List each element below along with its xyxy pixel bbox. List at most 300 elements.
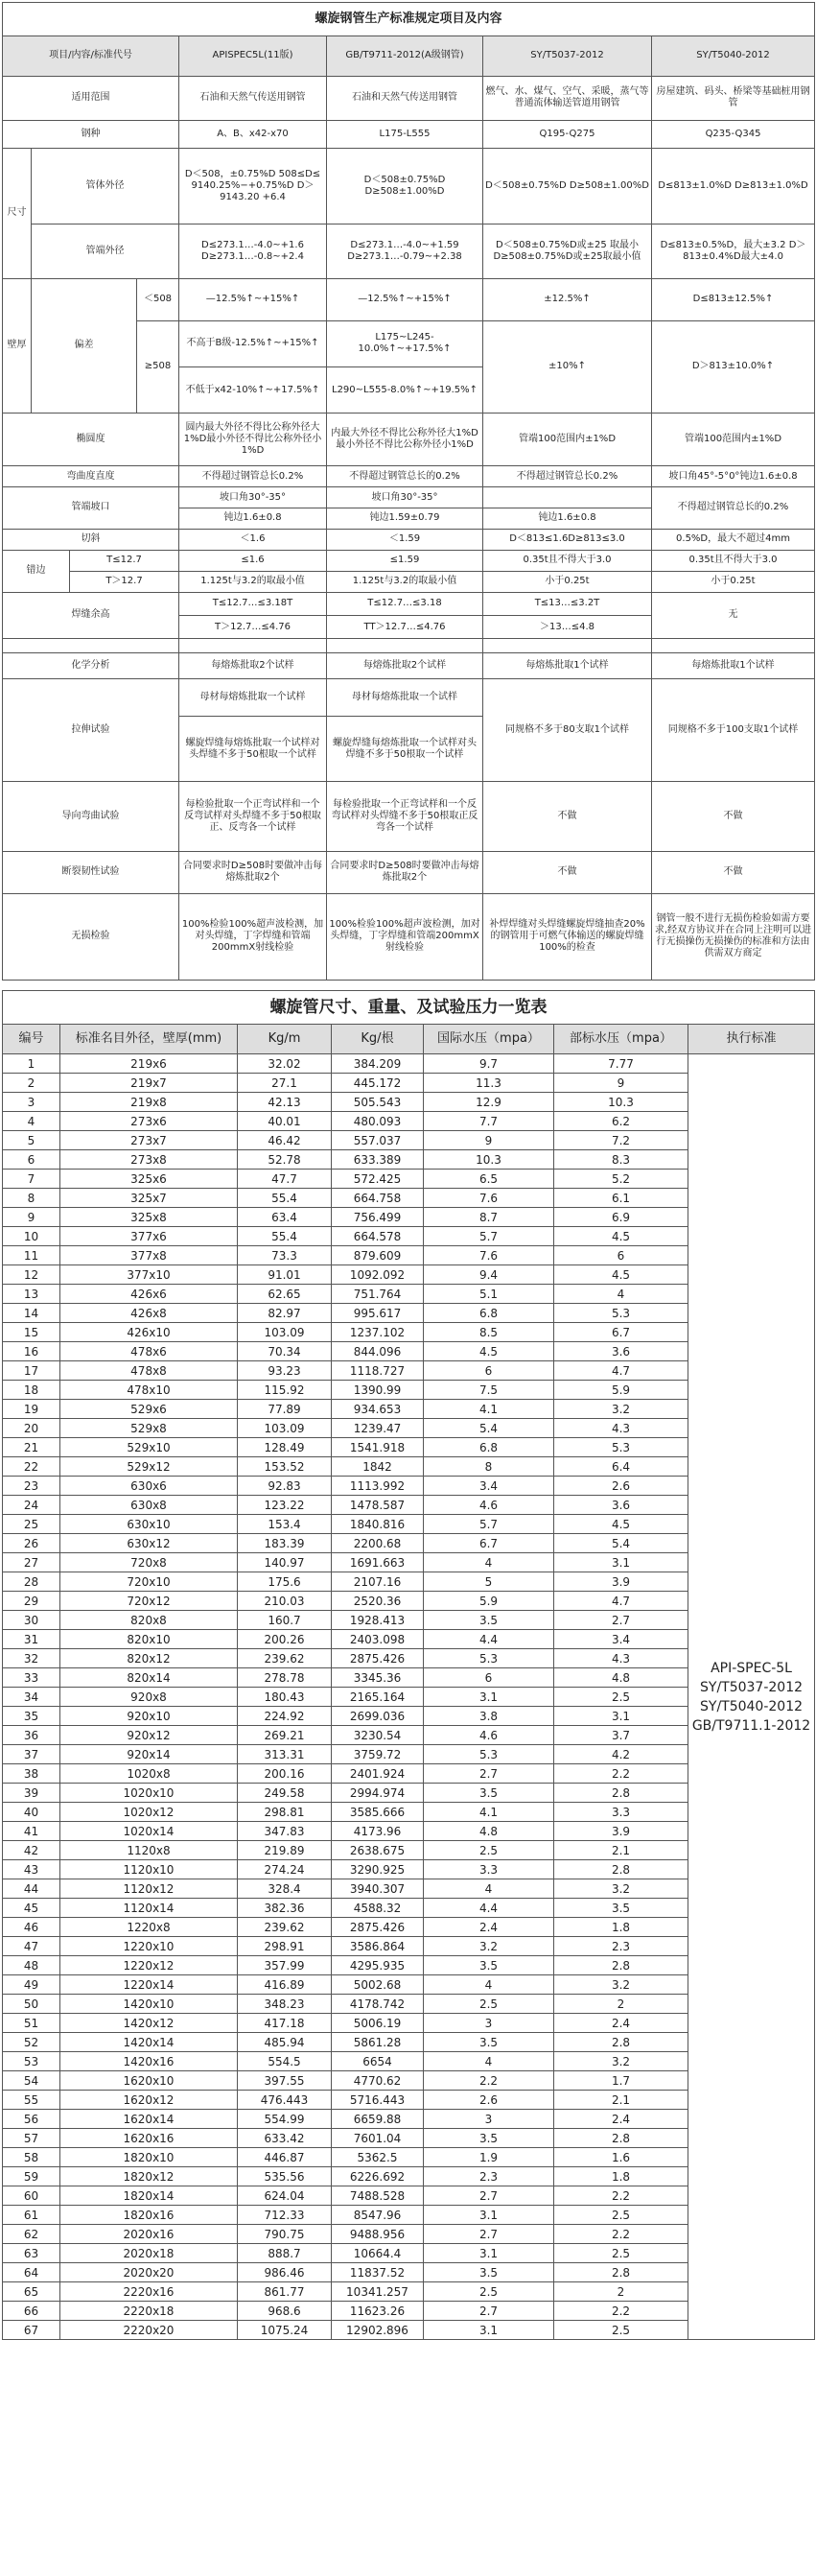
row-intl-pressure: 4.6 <box>424 1726 554 1745</box>
row-dept-pressure: 6.7 <box>554 1323 688 1342</box>
pipe-header-row <box>3 1025 815 1054</box>
ndt-label: 无损检验 <box>3 893 179 980</box>
row-size: 1820x12 <box>60 2167 238 2186</box>
row-kg-pc: 1478.587 <box>332 1496 424 1515</box>
reinf-api-b: T＞12.7…≤4.76 <box>179 615 327 638</box>
row-dept-pressure: 2 <box>554 2282 688 2302</box>
row-kg-pc: 1541.918 <box>332 1438 424 1457</box>
row-size: 920x8 <box>60 1688 238 1707</box>
header-no: 编号 <box>3 1025 60 1054</box>
row-dept-pressure: 2.8 <box>554 1860 688 1879</box>
row-intl-pressure: 6 <box>424 1668 554 1688</box>
row-dept-pressure: 3.6 <box>554 1496 688 1515</box>
row-no: 20 <box>3 1419 60 1438</box>
row-kg-m: 92.83 <box>238 1477 332 1496</box>
header-intl-pressure: 国际水压（mpa） <box>424 1025 554 1054</box>
row-no: 51 <box>3 2014 60 2033</box>
row-kg-m: 298.81 <box>238 1803 332 1822</box>
end-dia-sy5037: D＜508±0.75%D或±25 取最小D≥508±0.75%D或±25取最小值 <box>483 224 652 278</box>
row-intl-pressure: 7.6 <box>424 1189 554 1208</box>
row-intl-pressure: 3.4 <box>424 1477 554 1496</box>
row-kg-m: 624.04 <box>238 2186 332 2206</box>
row-intl-pressure: 3.5 <box>424 2263 554 2282</box>
row-kg-m: 224.92 <box>238 1707 332 1726</box>
row-size: 1120x8 <box>60 1841 238 1860</box>
row-kg-pc: 6659.88 <box>332 2110 424 2129</box>
row-no: 23 <box>3 1477 60 1496</box>
row-no: 36 <box>3 1726 60 1745</box>
row-kg-m: 1075.24 <box>238 2321 332 2340</box>
row-kg-pc: 2107.16 <box>332 1572 424 1592</box>
row-no: 52 <box>3 2033 60 2052</box>
row-kg-pc: 7601.04 <box>332 2129 424 2148</box>
row-no: 37 <box>3 1745 60 1764</box>
row-size: 1220x10 <box>60 1937 238 1956</box>
pipe-title: 螺旋管尺寸、重量、及试验压力一览表 <box>3 991 815 1025</box>
row-dept-pressure: 2.2 <box>554 2225 688 2244</box>
row-size: 2020x16 <box>60 2225 238 2244</box>
row-dept-pressure: 10.3 <box>554 1093 688 1112</box>
row-dept-pressure: 9 <box>554 1074 688 1093</box>
row-no: 63 <box>3 2244 60 2263</box>
end-dia-sy5040: D≤813±0.5%D，最大±3.2 D＞813±0.4%D最大±4.0 <box>652 224 815 278</box>
row-dept-pressure: 3.2 <box>554 1975 688 1995</box>
row-kg-m: 328.4 <box>238 1879 332 1899</box>
row-size: 1420x12 <box>60 2014 238 2033</box>
row-dept-pressure: 4 <box>554 1285 688 1304</box>
row-intl-pressure: 3.5 <box>424 1784 554 1803</box>
row-size: 820x14 <box>60 1668 238 1688</box>
row-no: 26 <box>3 1534 60 1553</box>
row-kg-pc: 2699.036 <box>332 1707 424 1726</box>
row-dept-pressure: 3.1 <box>554 1707 688 1726</box>
tol-lt508-sy5040: D≤813±12.5%↑ <box>652 278 815 320</box>
row-kg-m: 416.89 <box>238 1975 332 1995</box>
row-kg-pc: 2875.426 <box>332 1649 424 1668</box>
reinf-api-a: T≤12.7…≤3.18T <box>179 592 327 615</box>
row-kg-m: 160.7 <box>238 1611 332 1630</box>
row-intl-pressure: 5.7 <box>424 1515 554 1534</box>
row-kg-pc: 1842 <box>332 1457 424 1477</box>
row-intl-pressure: 8 <box>424 1457 554 1477</box>
row-no: 44 <box>3 1879 60 1899</box>
outer-dia-sy5040: D≤813±1.0%D D≥813±1.0%D <box>652 148 815 224</box>
row-intl-pressure: 6.5 <box>424 1170 554 1189</box>
row-kg-m: 278.78 <box>238 1668 332 1688</box>
row-no: 34 <box>3 1688 60 1707</box>
row-kg-pc: 1691.663 <box>332 1553 424 1572</box>
row-no: 32 <box>3 1649 60 1668</box>
row-intl-pressure: 2.6 <box>424 2091 554 2110</box>
bevel-sy5037-empty <box>483 487 652 508</box>
row-size: 1420x14 <box>60 2033 238 2052</box>
row-no: 41 <box>3 1822 60 1841</box>
tol-lt508-gb: —12.5%↑~+15%↑ <box>327 278 483 320</box>
row-dept-pressure: 2.8 <box>554 1956 688 1975</box>
row-dept-pressure: 6.2 <box>554 1112 688 1131</box>
tensile-label: 拉伸试验 <box>3 678 179 782</box>
row-size: 529x10 <box>60 1438 238 1457</box>
tol-ge508-gb-a: L175~L245-10.0%↑~+17.5%↑ <box>327 320 483 366</box>
row-no: 16 <box>3 1342 60 1361</box>
row-kg-pc: 1239.47 <box>332 1419 424 1438</box>
spec-header-sy5040: SY/T5040-2012 <box>652 36 815 77</box>
row-kg-pc: 4178.742 <box>332 1995 424 2014</box>
impact-sy5037: 不做 <box>483 851 652 893</box>
row-dept-pressure: 6.1 <box>554 1189 688 1208</box>
row-no: 19 <box>3 1400 60 1419</box>
row-kg-pc: 11837.52 <box>332 2263 424 2282</box>
row-dept-pressure: 4.5 <box>554 1227 688 1246</box>
row-intl-pressure: 2.4 <box>424 1918 554 1937</box>
row-size: 630x8 <box>60 1496 238 1515</box>
row-kg-m: 298.91 <box>238 1937 332 1956</box>
row-no: 54 <box>3 2071 60 2091</box>
row-kg-pc: 11623.26 <box>332 2302 424 2321</box>
row-kg-m: 485.94 <box>238 2033 332 2052</box>
reinf-label: 焊缝余高 <box>3 592 179 638</box>
row-dept-pressure: 2.2 <box>554 2302 688 2321</box>
chem-label: 化学分析 <box>3 653 179 678</box>
row-intl-pressure: 4.6 <box>424 1496 554 1515</box>
bend-sy5037: 不做 <box>483 782 652 851</box>
row-intl-pressure: 2.3 <box>424 2167 554 2186</box>
row-intl-pressure: 5 <box>424 1572 554 1592</box>
header-standard: 执行标准 <box>688 1025 815 1054</box>
row-size: 1220x8 <box>60 1918 238 1937</box>
row-kg-pc: 6226.692 <box>332 2167 424 2186</box>
row-kg-m: 70.34 <box>238 1342 332 1361</box>
row-intl-pressure: 2.7 <box>424 2225 554 2244</box>
mis-gt-api: 1.125t与3.2的取最小值 <box>179 571 327 592</box>
bevel-sy5040: 不得超过钢管总长的0.2% <box>652 487 815 530</box>
ovality-sy5037: 管端100范围内±1%D <box>483 414 652 466</box>
table-row <box>3 1054 815 1074</box>
row-intl-pressure: 4.1 <box>424 1803 554 1822</box>
cut-api: ＜1.6 <box>179 529 327 550</box>
grade-gb: L175-L555 <box>327 120 483 148</box>
row-dept-pressure: 1.6 <box>554 2148 688 2167</box>
row-no: 65 <box>3 2282 60 2302</box>
row-intl-pressure: 8.7 <box>424 1208 554 1227</box>
spec-table <box>2 2 815 981</box>
row-intl-pressure: 5.1 <box>424 1285 554 1304</box>
row-kg-m: 128.49 <box>238 1438 332 1457</box>
pipe-table-body <box>3 991 815 2340</box>
row-no: 15 <box>3 1323 60 1342</box>
row-kg-pc: 1118.727 <box>332 1361 424 1381</box>
tensile-sy5037: 同规格不多于80支取1个试样 <box>483 678 652 782</box>
row-size: 377x8 <box>60 1246 238 1265</box>
row-kg-pc: 664.758 <box>332 1189 424 1208</box>
row-dept-pressure: 2.4 <box>554 2110 688 2129</box>
row-size: 1820x14 <box>60 2186 238 2206</box>
row-kg-m: 82.97 <box>238 1304 332 1323</box>
row-kg-pc: 7488.528 <box>332 2186 424 2206</box>
mis-le-sy5037: 0.35t且不得大于3.0 <box>483 550 652 571</box>
tensile-api-a: 母材每熔炼批取一个试样 <box>179 678 327 717</box>
row-kg-m: 712.33 <box>238 2206 332 2225</box>
tensile-gb-b: 螺旋焊缝每熔炼批取一个试样对头焊缝不多于50根取一个试样 <box>327 717 483 782</box>
row-dept-pressure: 8.3 <box>554 1150 688 1170</box>
standard-cell: API-SPEC-5L SY/T5037-2012 SY/T5040-2012 GB/T9711.1-2012 <box>688 1054 815 2340</box>
row-kg-pc: 2994.974 <box>332 1784 424 1803</box>
row-dept-pressure: 6.4 <box>554 1457 688 1477</box>
row-kg-pc: 3940.307 <box>332 1879 424 1899</box>
row-kg-pc: 5006.19 <box>332 2014 424 2033</box>
row-size: 720x12 <box>60 1592 238 1611</box>
row-size: 2220x18 <box>60 2302 238 2321</box>
header-dept-pressure: 部标水压（mpa） <box>554 1025 688 1054</box>
chem-gb: 每熔炼批取2个试样 <box>327 653 483 678</box>
row-dept-pressure: 4.7 <box>554 1592 688 1611</box>
row-size: 1020x14 <box>60 1822 238 1841</box>
row-no: 58 <box>3 2148 60 2167</box>
spacer-gb <box>327 639 483 653</box>
row-dept-pressure: 2.5 <box>554 1688 688 1707</box>
row-kg-m: 269.21 <box>238 1726 332 1745</box>
ndt-sy5037: 补焊焊缝对头焊缝螺旋焊缝抽查20%的钢管用于可燃气体输送的螺旋焊缝100%的检查 <box>483 893 652 980</box>
row-intl-pressure: 1.9 <box>424 2148 554 2167</box>
row-kg-pc: 2401.924 <box>332 1764 424 1784</box>
header-size: 标准名目外径，壁厚(mm) <box>60 1025 238 1054</box>
row-kg-m: 888.7 <box>238 2244 332 2263</box>
row-no: 10 <box>3 1227 60 1246</box>
tensile-sy5040: 同规格不多于100支取1个试样 <box>652 678 815 782</box>
tol-ge508-api-a: 不高于B级-12.5%↑~+15%↑ <box>179 320 327 366</box>
row-size: 720x8 <box>60 1553 238 1572</box>
row-size: 478x10 <box>60 1381 238 1400</box>
ovality-label: 椭圆度 <box>3 414 179 466</box>
cut-sy5040: 0.5%D，最大不超过4mm <box>652 529 815 550</box>
mis-le-sy5040: 0.35t且不得大于3.0 <box>652 550 815 571</box>
row-dept-pressure: 2.5 <box>554 2206 688 2225</box>
row-intl-pressure: 3.5 <box>424 1956 554 1975</box>
outer-dia-label: 管体外径 <box>32 148 179 224</box>
row-kg-m: 103.09 <box>238 1419 332 1438</box>
row-kg-pc: 5002.68 <box>332 1975 424 1995</box>
row-kg-m: 535.56 <box>238 2167 332 2186</box>
row-kg-pc: 2520.36 <box>332 1592 424 1611</box>
outer-dia-sy5037: D＜508±0.75%D D≥508±1.00%D <box>483 148 652 224</box>
row-size: 1420x10 <box>60 1995 238 2014</box>
row-kg-pc: 3585.666 <box>332 1803 424 1822</box>
row-intl-pressure: 6.8 <box>424 1438 554 1457</box>
row-size: 630x10 <box>60 1515 238 1534</box>
row-kg-pc: 751.764 <box>332 1285 424 1304</box>
row-no: 35 <box>3 1707 60 1726</box>
row-no: 12 <box>3 1265 60 1285</box>
row-intl-pressure: 9 <box>424 1131 554 1150</box>
spec-title: 螺旋钢管生产标准规定项目及内容 <box>3 3 815 36</box>
row-no: 61 <box>3 2206 60 2225</box>
row-size: 219x8 <box>60 1093 238 1112</box>
bend-api: 每检验批取一个正弯试样和一个反弯试样对头焊缝不多于50根取正、反弯各一个试样 <box>179 782 327 851</box>
row-kg-m: 200.26 <box>238 1630 332 1649</box>
row-size: 478x6 <box>60 1342 238 1361</box>
row-intl-pressure: 3 <box>424 2110 554 2129</box>
spec-header-item: 项目/内容/标准代号 <box>3 36 179 77</box>
row-intl-pressure: 3.1 <box>424 2321 554 2340</box>
row-intl-pressure: 4 <box>424 1553 554 1572</box>
row-kg-pc: 5716.443 <box>332 2091 424 2110</box>
row-intl-pressure: 5.9 <box>424 1592 554 1611</box>
chem-api: 每熔炼批取2个试样 <box>179 653 327 678</box>
row-dept-pressure: 4.7 <box>554 1361 688 1381</box>
row-intl-pressure: 3.1 <box>424 2244 554 2263</box>
row-intl-pressure: 4.4 <box>424 1899 554 1918</box>
scope-sy5040: 房屋建筑、码头、桥梁等基础桩用钢管 <box>652 76 815 120</box>
row-kg-pc: 5362.5 <box>332 2148 424 2167</box>
row-kg-m: 183.39 <box>238 1534 332 1553</box>
spacer-label <box>3 639 179 653</box>
row-kg-pc: 756.499 <box>332 1208 424 1227</box>
header-kg-pc: Kg/根 <box>332 1025 424 1054</box>
row-kg-pc: 2638.675 <box>332 1841 424 1860</box>
ovality-api: 圆内最大外径不得比公称外径大1%D最小外径不得比公称外径小1%D <box>179 414 327 466</box>
bend-gb: 每检验批取一个正弯试样和一个反弯试样对头焊缝不多于50根取正反弯各一个试样 <box>327 782 483 851</box>
row-no: 50 <box>3 1995 60 2014</box>
row-intl-pressure: 4.1 <box>424 1400 554 1419</box>
row-size: 325x6 <box>60 1170 238 1189</box>
row-intl-pressure: 10.3 <box>424 1150 554 1170</box>
reinf-sy5037-a: T≤13…≤3.2T <box>483 592 652 615</box>
row-dept-pressure: 4.8 <box>554 1668 688 1688</box>
row-no: 55 <box>3 2091 60 2110</box>
row-dept-pressure: 1.8 <box>554 2167 688 2186</box>
row-intl-pressure: 3 <box>424 2014 554 2033</box>
row-intl-pressure: 3.1 <box>424 2206 554 2225</box>
row-size: 273x8 <box>60 1150 238 1170</box>
row-dept-pressure: 2.4 <box>554 2014 688 2033</box>
row-dept-pressure: 6.9 <box>554 1208 688 1227</box>
row-size: 1020x10 <box>60 1784 238 1803</box>
row-dept-pressure: 3.7 <box>554 1726 688 1745</box>
tensile-gb-a: 母材每熔炼批取一个试样 <box>327 678 483 717</box>
impact-api: 合同要求时D≥508时要做冲击每熔炼批取2个 <box>179 851 327 893</box>
header-kg-m: Kg/m <box>238 1025 332 1054</box>
row-size: 529x8 <box>60 1419 238 1438</box>
mis-le-gb: ≤1.59 <box>327 550 483 571</box>
section-gap <box>0 981 816 988</box>
row-kg-pc: 572.425 <box>332 1170 424 1189</box>
row-dept-pressure: 3.6 <box>554 1342 688 1361</box>
row-kg-m: 986.46 <box>238 2263 332 2282</box>
row-dept-pressure: 5.4 <box>554 1534 688 1553</box>
row-dept-pressure: 2.8 <box>554 2033 688 2052</box>
row-dept-pressure: 3.9 <box>554 1572 688 1592</box>
row-kg-m: 175.6 <box>238 1572 332 1592</box>
row-no: 56 <box>3 2110 60 2129</box>
row-size: 820x10 <box>60 1630 238 1649</box>
row-kg-m: 210.03 <box>238 1592 332 1611</box>
impact-sy5040: 不做 <box>652 851 815 893</box>
row-dept-pressure: 2.3 <box>554 1937 688 1956</box>
cut-gb: ＜1.59 <box>327 529 483 550</box>
row-intl-pressure: 5.4 <box>424 1419 554 1438</box>
row-no: 66 <box>3 2302 60 2321</box>
impact-label: 断裂韧性试验 <box>3 851 179 893</box>
row-kg-pc: 2165.164 <box>332 1688 424 1707</box>
row-dept-pressure: 4.5 <box>554 1515 688 1534</box>
row-intl-pressure: 2.7 <box>424 2186 554 2206</box>
row-kg-m: 348.23 <box>238 1995 332 2014</box>
ndt-api: 100%检验100%超声波检测，加对头焊缝，丁字焊缝和管端200mmX射线检验 <box>179 893 327 980</box>
row-kg-pc: 4588.32 <box>332 1899 424 1918</box>
row-kg-m: 40.01 <box>238 1112 332 1131</box>
row-intl-pressure: 5.7 <box>424 1227 554 1246</box>
row-no: 29 <box>3 1592 60 1611</box>
row-kg-m: 55.4 <box>238 1227 332 1246</box>
mis-gt-gb: 1.125t与3.2的取最小值 <box>327 571 483 592</box>
row-kg-m: 347.83 <box>238 1822 332 1841</box>
row-no: 18 <box>3 1381 60 1400</box>
row-dept-pressure: 3.4 <box>554 1630 688 1649</box>
row-kg-m: 140.97 <box>238 1553 332 1572</box>
tol-ge508-label: ≥508 <box>137 320 179 414</box>
row-kg-m: 63.4 <box>238 1208 332 1227</box>
tolerance-label: 偏差 <box>32 278 137 414</box>
row-kg-m: 27.1 <box>238 1074 332 1093</box>
row-size: 630x12 <box>60 1534 238 1553</box>
row-no: 4 <box>3 1112 60 1131</box>
row-size: 1820x10 <box>60 2148 238 2167</box>
row-dept-pressure: 5.9 <box>554 1381 688 1400</box>
row-dept-pressure: 7.2 <box>554 1131 688 1150</box>
row-size: 529x12 <box>60 1457 238 1477</box>
row-kg-m: 249.58 <box>238 1784 332 1803</box>
ovality-gb: 内最大外径不得比公称外径大1%D最小外径不得比公称外径小1%D <box>327 414 483 466</box>
row-dept-pressure: 5.3 <box>554 1438 688 1457</box>
row-size: 273x7 <box>60 1131 238 1150</box>
spec-header-gb: GB/T9711-2012(A级钢管) <box>327 36 483 77</box>
row-size: 1120x12 <box>60 1879 238 1899</box>
row-size: 1620x16 <box>60 2129 238 2148</box>
row-kg-pc: 505.543 <box>332 1093 424 1112</box>
row-intl-pressure: 3.5 <box>424 2129 554 2148</box>
row-dept-pressure: 2.1 <box>554 2091 688 2110</box>
row-size: 820x8 <box>60 1611 238 1630</box>
row-dept-pressure: 5.3 <box>554 1304 688 1323</box>
tol-ge508-sy5037: ±10%↑ <box>483 320 652 414</box>
row-no: 8 <box>3 1189 60 1208</box>
row-size: 1120x14 <box>60 1899 238 1918</box>
spacer-sy5037 <box>483 639 652 653</box>
straightness-gb: 不得超过钢管总长的0.2% <box>327 466 483 487</box>
chem-sy5037: 每熔炼批取1个试样 <box>483 653 652 678</box>
row-kg-m: 180.43 <box>238 1688 332 1707</box>
row-no: 42 <box>3 1841 60 1860</box>
row-kg-m: 123.22 <box>238 1496 332 1515</box>
row-dept-pressure: 3.2 <box>554 1879 688 1899</box>
row-kg-pc: 3290.925 <box>332 1860 424 1879</box>
end-dia-gb: D≤273.1…-4.0~+1.59 D≥273.1…-0.79~+2.38 <box>327 224 483 278</box>
row-no: 17 <box>3 1361 60 1381</box>
row-kg-pc: 879.609 <box>332 1246 424 1265</box>
row-dept-pressure: 4.3 <box>554 1649 688 1668</box>
row-intl-pressure: 7.7 <box>424 1112 554 1131</box>
row-kg-m: 200.16 <box>238 1764 332 1784</box>
row-kg-m: 274.24 <box>238 1860 332 1879</box>
row-no: 39 <box>3 1784 60 1803</box>
grade-label: 钢种 <box>3 120 179 148</box>
row-kg-m: 46.42 <box>238 1131 332 1150</box>
row-intl-pressure: 4.8 <box>424 1822 554 1841</box>
cut-sy5037: D＜813≤1.6D≥813≤3.0 <box>483 529 652 550</box>
row-kg-m: 476.443 <box>238 2091 332 2110</box>
row-size: 426x8 <box>60 1304 238 1323</box>
row-kg-pc: 3345.36 <box>332 1668 424 1688</box>
